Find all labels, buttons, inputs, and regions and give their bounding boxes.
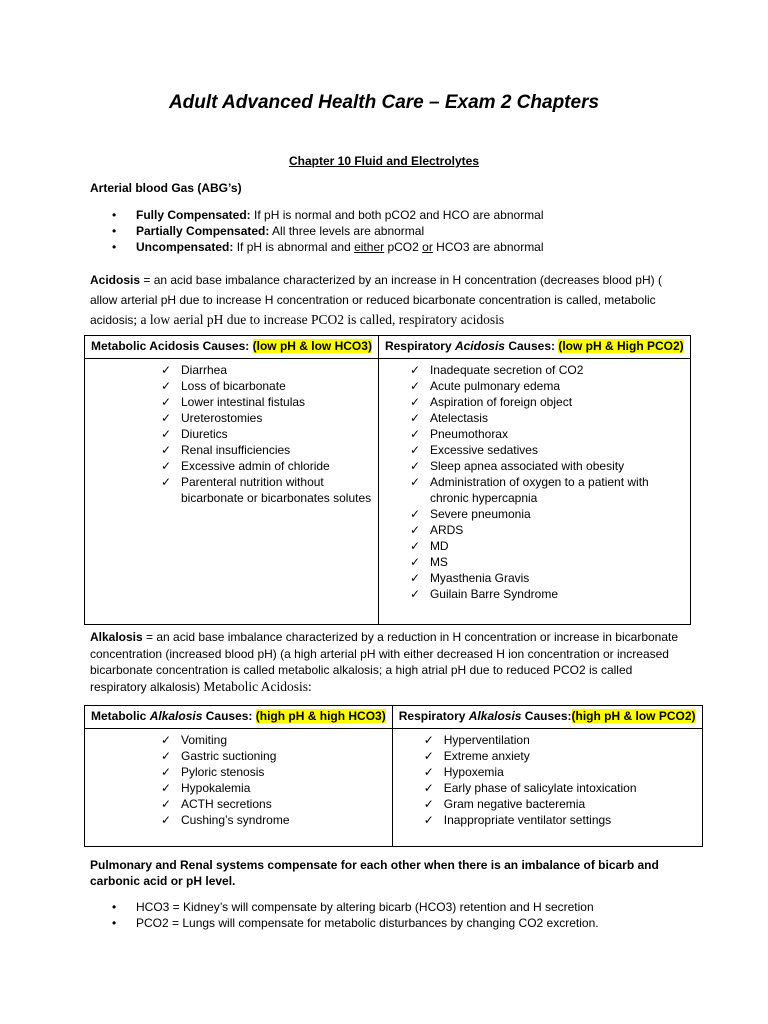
- check-item-text: Diarrhea: [181, 363, 228, 377]
- checkmark-icon: ✓: [423, 813, 434, 827]
- abg-either: either: [354, 240, 385, 254]
- check-list-item: [423, 812, 702, 828]
- checkmark-icon: ✓: [423, 733, 434, 747]
- check-item-text: Excessive admin of chloride: [181, 459, 330, 473]
- check-item-text: Guilain Barre Syndrome: [429, 587, 558, 601]
- abg-text: If pH is normal and both pCO2 and HCO are abnormal: [250, 208, 544, 222]
- acidosis-causes-table: [84, 335, 691, 625]
- check-item-text: MS: [429, 555, 448, 569]
- check-list-item: [409, 378, 690, 394]
- checkmark-icon: ✓: [161, 733, 172, 747]
- check-item-text: Extreme anxiety: [443, 749, 530, 763]
- check-list-item: [409, 362, 690, 378]
- check-item-text: Renal insufficiencies: [181, 443, 291, 457]
- check-list-item: [161, 426, 378, 442]
- acidosis-serif-text: ; a low aerial pH due to increase PCO2 is called, respiratory acidosis: [133, 312, 505, 327]
- check-item-text: Severe pneumonia: [429, 507, 531, 521]
- check-item-text: Pyloric stenosis: [181, 765, 265, 779]
- check-item-text: Excessive sedatives: [429, 443, 538, 457]
- chapter-heading: Chapter 10 Fluid and Electrolytes: [288, 154, 480, 168]
- check-list-item: [409, 426, 690, 442]
- checkmark-icon: ✓: [423, 797, 434, 811]
- checkmark-icon: ✓: [161, 411, 172, 425]
- checkmark-icon: ✓: [161, 749, 172, 763]
- checkmark-icon: ✓: [423, 781, 434, 795]
- checkmark-icon: ✓: [409, 427, 420, 441]
- check-list-item: [161, 812, 392, 828]
- check-item-text: Early phase of salicylate intoxication: [443, 781, 637, 795]
- checkmark-icon: ✓: [409, 475, 420, 489]
- abg-bullet-list: [90, 207, 544, 255]
- check-item-text: Gram negative bacteremia: [443, 797, 586, 811]
- check-list-item: [423, 764, 702, 780]
- check-item-text: Pneumothorax: [429, 427, 508, 441]
- check-list-item: [161, 764, 392, 780]
- checkmark-icon: ✓: [423, 765, 434, 779]
- checkmark-icon: ✓: [409, 443, 420, 457]
- abg-term: Fully Compensated:: [136, 208, 251, 222]
- header-italic: Alkalosis: [468, 709, 522, 723]
- acidosis-paragraph: [90, 270, 690, 330]
- checkmark-icon: ✓: [161, 813, 172, 827]
- check-item-text: Parenteral nutrition without bicarbonate or bicarbonates solutes: [181, 475, 372, 505]
- header-text: Causes:: [521, 709, 572, 723]
- checkmark-icon: ✓: [409, 587, 420, 601]
- check-list-item: [161, 474, 378, 506]
- respiratory-acidosis-causes-list: [409, 362, 690, 602]
- table-body-row: [85, 359, 691, 625]
- checkmark-icon: ✓: [409, 395, 420, 409]
- alkalosis-causes-table: [84, 705, 703, 847]
- abg-or: or: [422, 240, 433, 254]
- check-list-item: [409, 522, 690, 538]
- abg-bullet-fully: [90, 207, 544, 223]
- check-list-item: [409, 586, 690, 602]
- checkmark-icon: ✓: [409, 459, 420, 473]
- checkmark-icon: ✓: [409, 507, 420, 521]
- check-item-text: Cushing’s syndrome: [181, 813, 290, 827]
- check-list-item: [409, 394, 690, 410]
- check-list-item: [161, 780, 392, 796]
- checkmark-icon: ✓: [409, 363, 420, 377]
- check-list-item: [423, 748, 702, 764]
- acidosis-term: Acidosis: [90, 273, 141, 287]
- checkmark-icon: ✓: [161, 475, 172, 489]
- checkmark-icon: ✓: [161, 797, 172, 811]
- checkmark-icon: ✓: [161, 765, 172, 779]
- table-header-row: [85, 336, 691, 359]
- header-text: Respiratory: [398, 709, 469, 723]
- check-item-text: Aspiration of foreign object: [429, 395, 573, 409]
- alkalosis-serif-text: Metabolic Acidosis:: [203, 678, 312, 694]
- check-item-text: Diuretics: [181, 427, 228, 441]
- header-text: Causes:: [202, 709, 256, 723]
- header-text: Causes:: [504, 339, 559, 353]
- check-item-text: Inappropriate ventilator settings: [443, 813, 612, 827]
- check-list-item: [423, 780, 702, 796]
- abg-text: If pH is abnormal and: [233, 240, 355, 254]
- check-list-item: [161, 796, 392, 812]
- header-text: Metabolic Acidosis Causes:: [91, 339, 253, 353]
- check-list-item: [409, 554, 690, 570]
- table-body-row: [85, 729, 703, 847]
- metabolic-alkalosis-header: [85, 706, 392, 726]
- compensation-bullet-list: [90, 899, 599, 931]
- check-list-item: [161, 362, 378, 378]
- checkmark-icon: ✓: [161, 427, 172, 441]
- checkmark-icon: ✓: [409, 523, 420, 537]
- checkmark-icon: ✓: [409, 411, 420, 425]
- check-item-text: Inadequate secretion of CO2: [429, 363, 584, 377]
- check-item-text: Sleep apnea associated with obesity: [429, 459, 625, 473]
- compensation-heading: Pulmonary and Renal systems compensate for each other when there is an imbalance of bicarb and carbonic acid or pH level.: [90, 858, 659, 888]
- check-item-text: ARDS: [429, 523, 464, 537]
- check-list-item: [409, 570, 690, 586]
- check-item-text: ACTH secretions: [181, 797, 272, 811]
- check-item-text: Ureterostomies: [181, 411, 263, 425]
- check-item-text: Hyperventilation: [443, 733, 530, 747]
- check-list-item: [423, 732, 702, 748]
- checkmark-icon: ✓: [409, 571, 420, 585]
- check-item-text: Myasthenia Gravis: [429, 571, 530, 585]
- alkalosis-text: = an acid base imbalance characterized by a reduction in H concentration or increase in bicarbonate concentration (increased blood pH) (a high arterial pH with either decreased H ion concentration or increased bicarbonate concentration is called metabolic alkalosis; a high atrial pH due to reduced PCO2 is called respiratory alkalosis): [90, 630, 679, 694]
- abg-text: pCO2: [384, 240, 423, 254]
- abg-heading: Arterial blood Gas (ABG’s): [90, 181, 242, 195]
- check-item-text: Administration of oxygen to a patient with chronic hypercapnia: [429, 475, 649, 505]
- check-item-text: Atelectasis: [429, 411, 488, 425]
- check-item-text: Gastric suctioning: [181, 749, 277, 763]
- check-list-item: [161, 394, 378, 410]
- check-list-item: [161, 732, 392, 748]
- header-highlight: (high pH & high HCO3): [255, 709, 386, 723]
- alkalosis-term: Alkalosis: [90, 630, 143, 644]
- metabolic-acidosis-causes-list: [161, 362, 378, 506]
- checkmark-icon: ✓: [409, 379, 420, 393]
- check-list-item: [161, 748, 392, 764]
- check-item-text: Lower intestinal fistulas: [181, 395, 306, 409]
- metabolic-acidosis-header: [85, 336, 378, 356]
- check-list-item: [409, 506, 690, 522]
- compensation-bullet: • PCO2 = Lungs will compensate for metabolic disturbances by changing CO2 excretion.: [90, 915, 599, 931]
- checkmark-icon: ✓: [409, 555, 420, 569]
- compensation-bullet: • HCO3 = Kidney’s will compensate by altering bicarb (HCO3) retention and H secretion: [90, 899, 599, 915]
- checkmark-icon: ✓: [161, 781, 172, 795]
- abg-text: All three levels are abnormal: [269, 224, 425, 238]
- header-italic: Acidosis: [454, 339, 505, 353]
- checkmark-icon: ✓: [423, 749, 434, 763]
- document-title: Adult Advanced Health Care – Exam 2 Chapters: [168, 92, 600, 113]
- abg-term: Partially Compensated:: [136, 224, 270, 238]
- checkmark-icon: ✓: [161, 379, 172, 393]
- acidosis-text: = an acid base imbalance characterized by an increase in H concentration (decreases blood pH) ( allow arterial pH due to increase H concentration or reduced bicarbonate concentration is called, metabolic acidosis: [90, 273, 662, 327]
- check-item-text: Vomiting: [181, 733, 228, 747]
- check-item-text: MD: [429, 539, 449, 553]
- header-text: Respiratory: [384, 339, 455, 353]
- check-list-item: [409, 538, 690, 554]
- check-list-item: [409, 442, 690, 458]
- abg-text: HCO3 are abnormal: [432, 240, 544, 254]
- check-list-item: [423, 796, 702, 812]
- header-text: Metabolic: [91, 709, 150, 723]
- checkmark-icon: ✓: [161, 363, 172, 377]
- check-list-item: [161, 410, 378, 426]
- respiratory-acidosis-header: [379, 336, 690, 356]
- abg-bullet-partially: [90, 223, 544, 239]
- checkmark-icon: ✓: [409, 539, 420, 553]
- respiratory-alkalosis-header: [393, 706, 702, 726]
- header-highlight: (high pH & low PCO2): [571, 709, 696, 723]
- metabolic-alkalosis-causes-list: [161, 732, 392, 828]
- check-list-item: [161, 378, 378, 394]
- table-header-row: [85, 706, 703, 729]
- check-item-text: Loss of bicarbonate: [181, 379, 286, 393]
- header-highlight: (low pH & High PCO2): [558, 339, 684, 353]
- check-list-item: [409, 410, 690, 426]
- check-item-text: Hypoxemia: [443, 765, 504, 779]
- respiratory-alkalosis-causes-list: [423, 732, 702, 828]
- header-italic: Alkalosis: [149, 709, 203, 723]
- checkmark-icon: ✓: [161, 459, 172, 473]
- check-item-text: Acute pulmonary edema: [429, 379, 561, 393]
- abg-term: Uncompensated:: [136, 240, 234, 254]
- check-list-item: [409, 474, 690, 506]
- checkmark-icon: ✓: [161, 395, 172, 409]
- abg-bullet-uncompensated: [90, 239, 544, 255]
- check-list-item: [161, 442, 378, 458]
- alkalosis-paragraph: [90, 629, 690, 695]
- check-item-text: Hypokalemia: [181, 781, 251, 795]
- check-list-item: [161, 458, 378, 474]
- header-highlight: (low pH & low HCO3): [252, 339, 372, 353]
- check-list-item: [409, 458, 690, 474]
- checkmark-icon: ✓: [161, 443, 172, 457]
